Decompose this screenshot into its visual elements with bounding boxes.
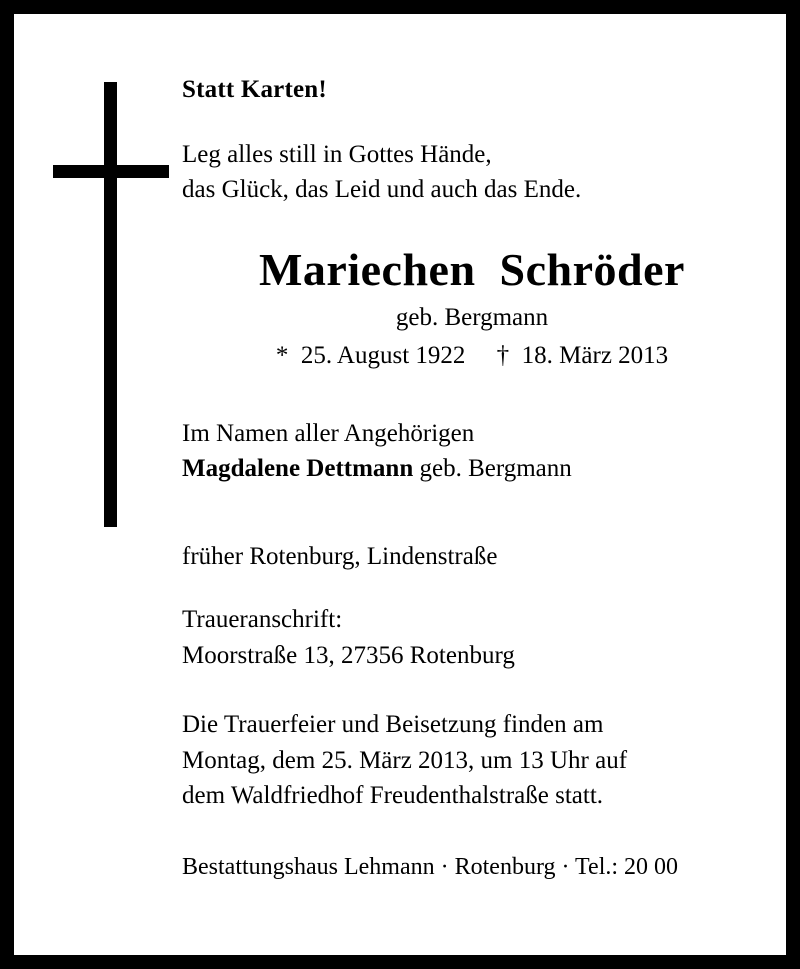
survivor-name: Magdalene Dettmann [182, 455, 414, 483]
mourning-address-label: Traueranschrift: [182, 606, 343, 634]
ceremony-line-2: Montag, dem 25. März 2013, um 13 Uhr auf [182, 746, 628, 774]
verse-line-1: Leg alles still in Gottes Hände, [182, 141, 492, 168]
behalf-line: Im Namen aller Angehörigen [182, 419, 475, 447]
ceremony-block [182, 707, 762, 814]
ceremony-line-1: Die Trauerfeier und Beisetzung finden am [182, 711, 604, 739]
cross-horizontal-bar [53, 165, 169, 178]
verse-block [182, 138, 762, 207]
verse-line-2: das Glück, das Leid und auch das Ende. [182, 175, 582, 203]
mourning-address: Moorstraße 13, 27356 Rotenburg [182, 641, 515, 669]
notice-heading: Statt Karten! [182, 76, 327, 103]
survivor-suffix: geb. Bergmann [413, 455, 572, 483]
obituary-card [14, 14, 786, 955]
deceased-maiden-name: geb. Bergmann [395, 303, 549, 331]
obituary-content [182, 76, 762, 884]
survivor-line [182, 451, 762, 487]
family-block [182, 416, 762, 487]
cross-vertical-bar [104, 82, 117, 527]
ceremony-line-3: dem Waldfriedhof Freudenthalstraße statt. [182, 782, 604, 810]
cross-icon [42, 82, 172, 527]
birth-death-dates: * 25. August 1922 † 18. März 2013 [275, 341, 669, 369]
deceased-name: Mariechen Schröder [259, 244, 685, 295]
deceased-name-block [182, 245, 762, 370]
former-residence: früher Rotenburg, Lindenstraße [182, 542, 498, 570]
mourning-address-block [182, 602, 762, 673]
funeral-home-line: Bestattungshaus Lehmann · Rotenburg · Tel.: 20 00 [182, 853, 679, 880]
